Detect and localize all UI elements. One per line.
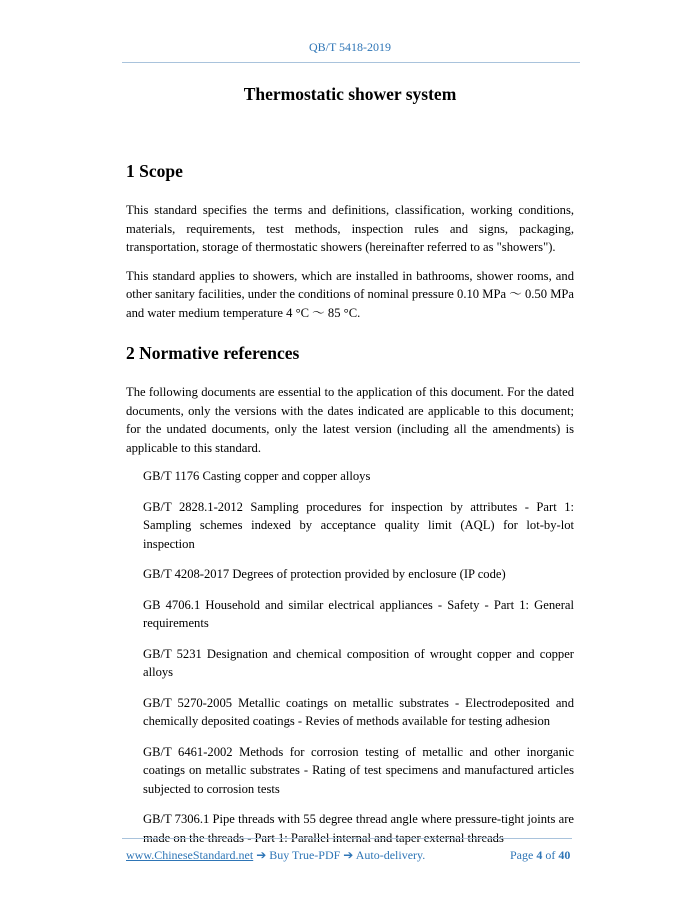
document-title: Thermostatic shower system [243,84,457,104]
footer-promo [126,848,425,863]
auto-delivery-text: Auto-delivery. [355,848,426,862]
page-label: Page [510,848,534,862]
reference-item: GB/T 1176 Casting copper and copper alloys [143,469,371,483]
reference-item: GB/T 5270-2005 Metallic coatings on metallic substrates - Electrodeposited and chemically deposited coatings - Revies of methods available for testing adhesion [143,695,574,728]
page-number [510,848,570,863]
reference-item: GB/T 2828.1-2012 Sampling procedures for inspection by attributes - Part 1: Sampling schemes indexed by acceptance quality limit (AQL) for lot-by-lot inspection [143,499,574,551]
section-heading-scope: 1 Scope [126,161,183,181]
page-total: 40 [558,848,571,862]
buy-pdf-text: Buy True-PDF [269,848,341,862]
header-divider [122,62,580,63]
scope-paragraph-1: This standard specifies the terms and definitions, classification, working conditions, materials, requirements, test methods, inspection rules and signs, packaging, transportation, storage of thermostatic showers (hereinafter referred to as "showers"). [126,203,574,254]
page-of-label: of [545,848,556,862]
reference-item: GB/T 5231 Designation and chemical composition of wrought copper and copper alloys [143,646,574,679]
website-link[interactable]: www.ChineseStandard.net [126,848,254,862]
arrow-right-icon: ➔ [343,848,354,862]
section-heading-normative-references: 2 Normative references [126,343,300,363]
header-standard-code: QB/T 5418-2019 [308,40,392,54]
reference-item: GB/T 4208-2017 Degrees of protection provided by enclosure (IP code) [143,567,506,581]
reference-item: GB/T 7306.1 Pipe threads with 55 degree thread angle where pressure-tight joints are made on the threads - Part 1: Parallel internal and taper external threads [143,812,574,845]
scope-paragraph-2: This standard applies to showers, which are installed in bathrooms, shower rooms, and other sanitary facilities, under the conditions of nominal pressure 0.10 MPa ～ 0.50 MPa and water medium temperature 4 °C ～ 85 °C. [126,268,574,320]
normative-intro-paragraph: The following documents are essential to the application of this document. For the dated documents, only the versions with the dates indicated are applicable to this document; for the undated documents, only the latest version (including all the amendments) is applicable to this standard. [126,385,574,455]
page-current: 4 [536,848,543,862]
reference-item: GB 4706.1 Household and similar electrical appliances - Safety - Part 1: General requirements [143,597,574,630]
arrow-right-icon: ➔ [256,848,267,862]
reference-item: GB/T 6461-2002 Methods for corrosion testing of metallic and other inorganic coatings on metallic substrates - Rating of test specimens and manufactured articles subjected to corrosion tests [143,744,574,796]
document-body [126,158,574,859]
footer-divider [122,838,572,839]
